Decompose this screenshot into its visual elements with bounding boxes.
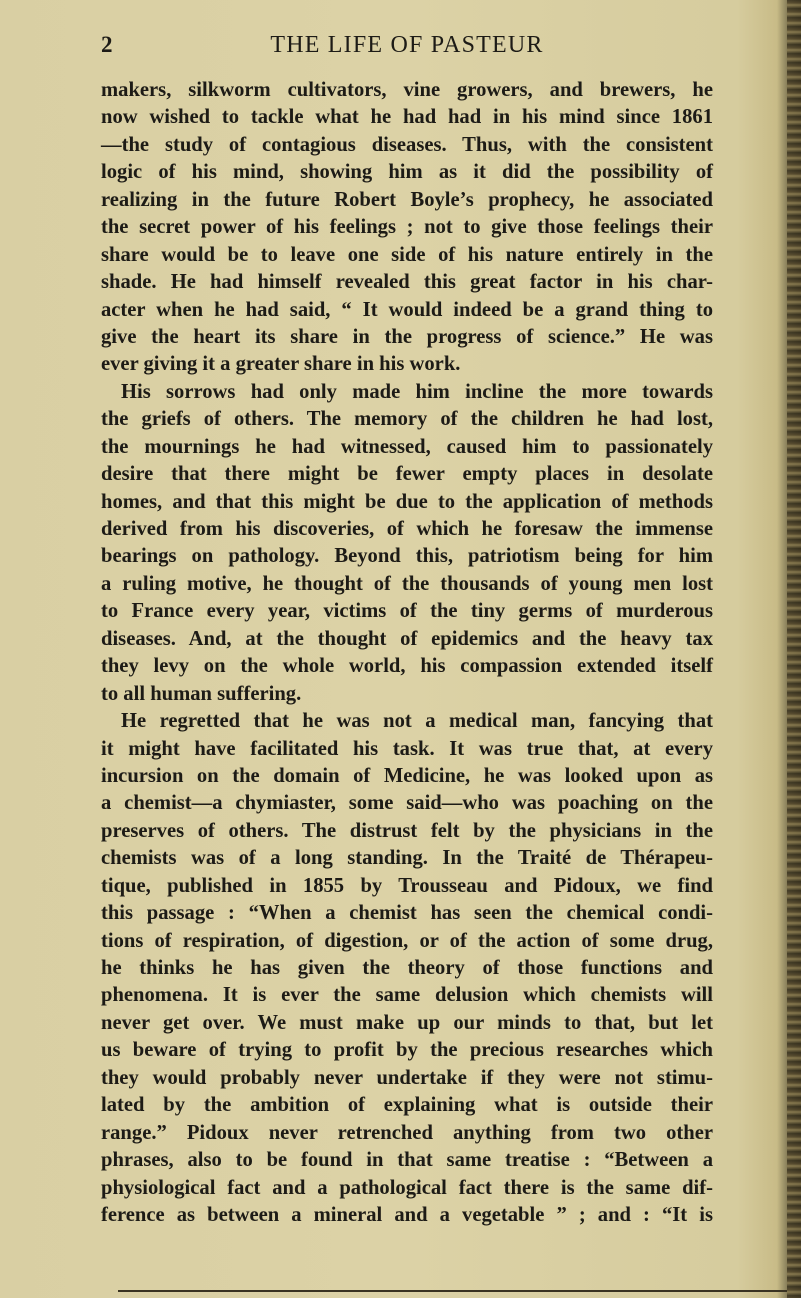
- text-line: he thinks he has given the theory of those functions and: [101, 957, 713, 979]
- text-line: physiological fact and a pathological fact there is the same dif-: [101, 1176, 713, 1199]
- text-line: chemists was of a long standing. In the Traité de Thérapeu-: [101, 847, 713, 870]
- text-line: a chemist—a chymiaster, some said—who was poaching on the: [101, 792, 713, 815]
- text-line: this passage : “When a chemist has seen the chemical condi-: [101, 902, 713, 925]
- text-line: homes, and that this might be due to the application of methods: [101, 490, 713, 513]
- page-number: 2: [101, 32, 113, 57]
- text-line: it might have facilitated his task. It was true that, at every: [101, 737, 713, 760]
- text-line: makers, silkworm cultivators, vine growers, and brewers, he: [101, 79, 713, 101]
- text-line: logic of his mind, showing him as it did the possibility of: [101, 161, 713, 184]
- text-line: tions of respiration, of digestion, or of the action of some drug,: [101, 929, 713, 952]
- text-line: incursion on the domain of Medicine, he was looked upon as: [101, 764, 713, 787]
- text-line: they would probably never undertake if they were not stimu-: [101, 1066, 713, 1089]
- text-line: phrases, also to be found in that same treatise : “Between a: [101, 1149, 713, 1172]
- text-line: preserves of others. The distrust felt by the physicians in the: [101, 819, 713, 842]
- text-line: share would be to leave one side of his nature entirely in the: [101, 243, 713, 266]
- text-line: His sorrows had only made him incline the more towards: [121, 380, 713, 403]
- running-head: [101, 32, 713, 64]
- text-line: give the heart its share in the progress of science.” He was: [101, 325, 713, 348]
- text-line: now wished to tackle what he had had in his mind since 1861: [101, 106, 713, 129]
- body-text: [101, 77, 713, 1229]
- text-line: phenomena. It is ever the same delusion which chemists will: [101, 984, 713, 1007]
- bottom-rule: [118, 1290, 787, 1292]
- text-line: a ruling motive, he thought of the thousands of young men lost: [101, 572, 713, 595]
- running-title: THE LIFE OF PASTEUR: [270, 32, 544, 58]
- text-line: never get over. We must make up our minds to that, but let: [101, 1011, 713, 1034]
- text-line: ever giving it a greater share in his work.: [101, 353, 461, 376]
- text-line: they levy on the whole world, his compassion extended itself: [101, 655, 713, 678]
- text-line: range.” Pidoux never retrenched anything from two other: [101, 1121, 713, 1144]
- text-line: diseases. And, at the thought of epidemics and the heavy tax: [101, 627, 713, 650]
- text-line: lated by the ambition of explaining what is outside their: [101, 1094, 713, 1117]
- text-line: bearings on pathology. Beyond this, patriotism being for him: [101, 545, 713, 568]
- text-line: —the study of contagious diseases. Thus, with the consistent: [101, 133, 713, 156]
- text-line: to France every year, victims of the tiny germs of murderous: [101, 600, 713, 623]
- text-line: us beware of trying to profit by the precious researches which: [101, 1039, 713, 1062]
- text-line: acter when he had said, “ It would indeed be a grand thing to: [101, 298, 713, 321]
- text-line: realizing in the future Robert Boyle’s prophecy, he associated: [101, 188, 713, 211]
- text-line: the secret power of his feelings ; not to give those feelings their: [101, 216, 713, 239]
- text-line: derived from his discoveries, of which he foresaw the immense: [101, 518, 713, 540]
- text-line: desire that there might be fewer empty places in desolate: [101, 463, 713, 486]
- text-line: tique, published in 1855 by Trousseau and Pidoux, we find: [101, 874, 713, 897]
- text-line: the griefs of others. The memory of the children he had lost,: [101, 408, 713, 431]
- text-line: the mournings he had witnessed, caused him to passionately: [101, 435, 713, 458]
- text-line: ference as between a mineral and a vegetable ” ; and : “It is: [101, 1203, 713, 1226]
- text-line: shade. He had himself revealed this great factor in his char-: [101, 271, 713, 294]
- text-line: to all human suffering.: [101, 682, 302, 705]
- page-edge: [787, 0, 801, 1298]
- text-line: He regretted that he was not a medical man, fancying that: [121, 710, 713, 733]
